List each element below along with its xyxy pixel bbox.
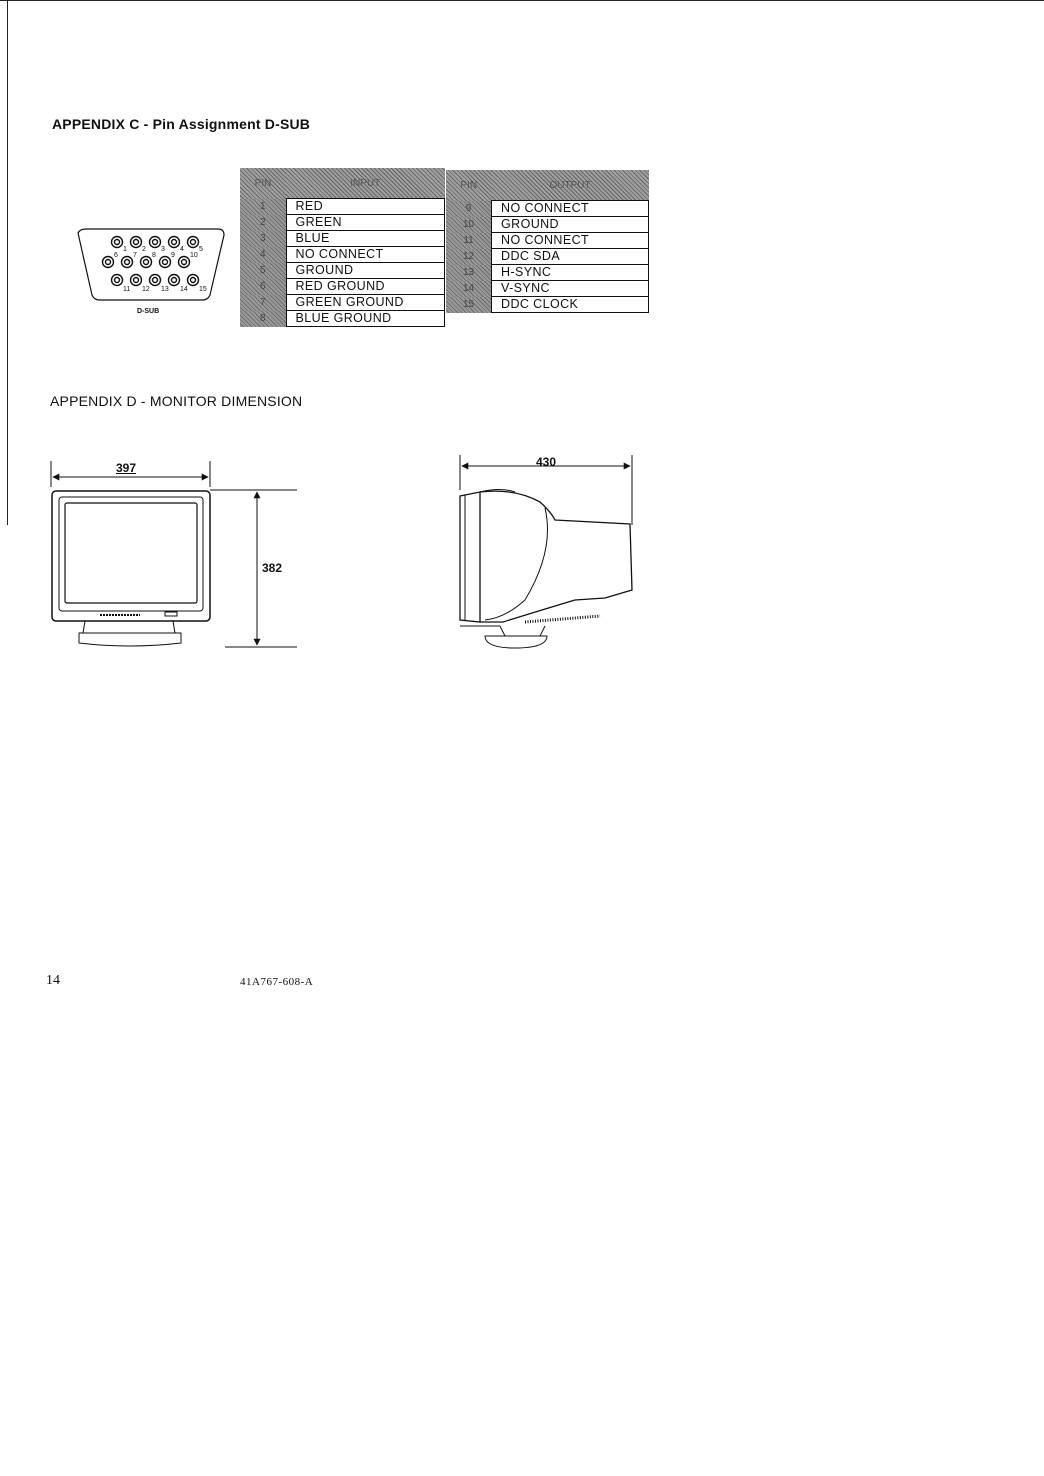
input-pin-number: 4	[240, 247, 286, 263]
output-row	[446, 265, 649, 281]
output-signal: DDC SDA	[492, 249, 649, 265]
input-row	[240, 215, 445, 231]
connector-pin-core-15	[191, 278, 196, 283]
connector-pin-core-3	[153, 240, 158, 245]
input-row	[240, 295, 445, 311]
output-pin-number: 13	[446, 265, 492, 281]
scan-border-left	[7, 0, 8, 525]
input-signal: RED GROUND	[286, 279, 445, 295]
scan-border-top	[0, 0, 1044, 1]
input-row	[240, 311, 445, 327]
connector-pin-13	[150, 275, 161, 286]
output-pin-number: 14	[446, 281, 492, 297]
input-row	[240, 279, 445, 295]
connector-pin-4	[169, 237, 180, 248]
connector-pin-core-12	[134, 278, 139, 283]
connector-pin-label: 6	[114, 252, 118, 259]
output-pin-number: 12	[446, 249, 492, 265]
connector-pin-label: 4	[180, 246, 184, 253]
monitor-front-view	[45, 455, 305, 655]
front-height-label: 382	[262, 561, 283, 575]
output-pin-number: 9	[446, 201, 492, 217]
input-row	[240, 247, 445, 263]
appendix-c-title: APPENDIX C - Pin Assignment D-SUB	[52, 116, 311, 132]
output-row	[446, 233, 649, 249]
input-pin-number: 1	[240, 199, 286, 215]
output-row	[446, 201, 649, 217]
connector-pin-8	[141, 257, 152, 268]
output-signal: NO CONNECT	[492, 233, 649, 249]
input-signal: BLUE	[286, 231, 445, 247]
appendix-d-title: APPENDIX D - MONITOR DIMENSION	[50, 393, 303, 409]
connector-pin-core-9	[163, 260, 168, 265]
input-signal: BLUE GROUND	[286, 311, 445, 327]
output-signal: V-SYNC	[492, 281, 649, 297]
connector-pin-label: 12	[142, 286, 150, 293]
output-row	[446, 297, 649, 313]
dsub-connector-diagram	[72, 225, 232, 320]
output-pin-number: 15	[446, 297, 492, 313]
connector-pin-label: 15	[199, 286, 207, 293]
input-pin-number: 8	[240, 311, 286, 327]
input-pin-number: 2	[240, 215, 286, 231]
front-width-label: 397	[116, 461, 137, 475]
output-header-signal: OUTPUT	[492, 170, 649, 201]
output-pin-number: 10	[446, 217, 492, 233]
input-header-pin: PIN	[240, 168, 286, 199]
input-pin-number: 5	[240, 263, 286, 279]
connector-pin-label: 10	[190, 252, 198, 259]
connector-pin-core-5	[191, 240, 196, 245]
input-pin-number: 3	[240, 231, 286, 247]
connector-pin-label: 11	[123, 286, 131, 293]
input-pin-number: 7	[240, 295, 286, 311]
connector-pin-core-14	[172, 278, 177, 283]
output-signal: NO CONNECT	[492, 201, 649, 217]
connector-pin-core-10	[182, 260, 187, 265]
output-signal: DDC CLOCK	[492, 297, 649, 313]
connector-pin-2	[131, 237, 142, 248]
connector-pin-core-13	[153, 278, 158, 283]
connector-pin-label: 14	[180, 286, 188, 293]
input-signal: GREEN GROUND	[286, 295, 445, 311]
monitor-side-view	[455, 450, 645, 655]
connector-pin-label: 2	[142, 246, 146, 253]
output-row	[446, 281, 649, 297]
input-pin-number: 6	[240, 279, 286, 295]
connector-pin-core-2	[134, 240, 139, 245]
output-pin-number: 11	[446, 233, 492, 249]
connector-pin-6	[103, 257, 114, 268]
connector-pin-core-4	[172, 240, 177, 245]
connector-pin-label: 8	[152, 252, 156, 259]
side-depth-label: 430	[536, 455, 557, 469]
connector-pin-core-11	[115, 278, 120, 283]
input-signal: GREEN	[286, 215, 445, 231]
connector-pin-label: 7	[133, 252, 137, 259]
input-header-signal: INPUT	[286, 168, 445, 199]
connector-pin-label: 1	[123, 246, 127, 253]
connector-pin-3	[150, 237, 161, 248]
input-pin-table	[240, 168, 445, 327]
connector-pin-core-1	[115, 240, 120, 245]
output-pin-table	[446, 170, 649, 313]
connector-label: D-SUB	[137, 308, 160, 315]
connector-pin-core-8	[144, 260, 149, 265]
connector-pin-core-6	[106, 260, 111, 265]
input-row	[240, 231, 445, 247]
connector-pin-5	[188, 237, 199, 248]
connector-pin-core-7	[125, 260, 130, 265]
connector-pin-7	[122, 257, 133, 268]
output-signal: GROUND	[492, 217, 649, 233]
output-row	[446, 217, 649, 233]
connector-pin-label: 3	[161, 246, 165, 253]
output-row	[446, 249, 649, 265]
output-signal: H-SYNC	[492, 265, 649, 281]
connector-pin-1	[112, 237, 123, 248]
output-header-pin: PIN	[446, 170, 492, 201]
connector-pin-14	[169, 275, 180, 286]
page-number: 14	[46, 973, 60, 988]
connector-pin-12	[131, 275, 142, 286]
connector-pin-9	[160, 257, 171, 268]
connector-pin-11	[112, 275, 123, 286]
connector-pin-15	[188, 275, 199, 286]
input-signal: RED	[286, 199, 445, 215]
connector-pin-10	[179, 257, 190, 268]
input-row	[240, 199, 445, 215]
connector-pin-label: 13	[161, 286, 169, 293]
connector-pin-label: 5	[199, 246, 203, 253]
input-signal: NO CONNECT	[286, 247, 445, 263]
input-signal: GROUND	[286, 263, 445, 279]
connector-pin-label: 9	[171, 252, 175, 259]
input-row	[240, 263, 445, 279]
document-code: 41A767-608-A	[240, 976, 314, 988]
